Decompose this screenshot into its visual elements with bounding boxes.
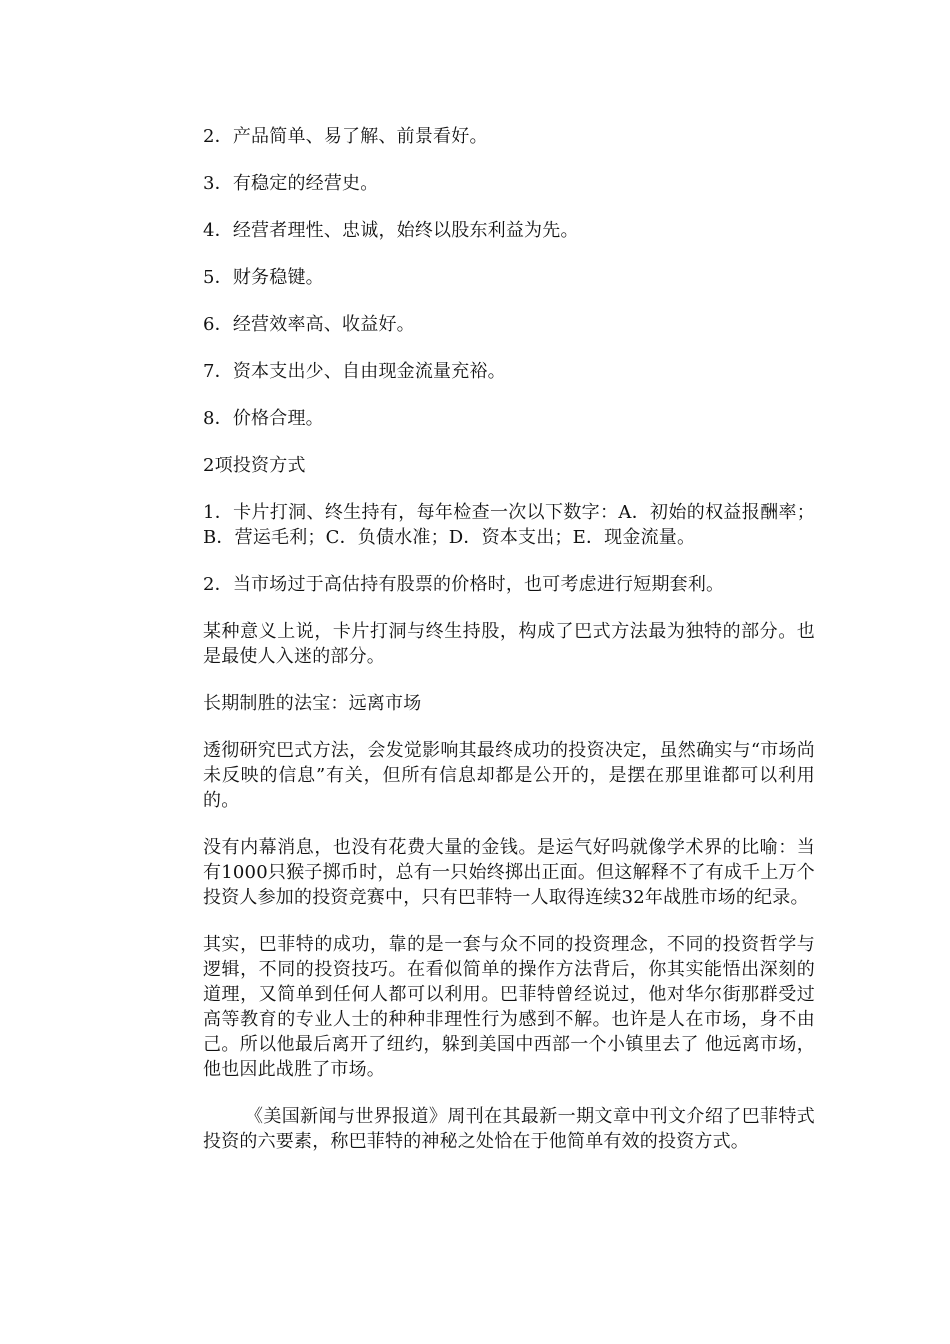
list-item-2: 2．产品简单、易了解、前景看好。 (203, 126, 488, 147)
body-paragraph: 没有内幕消息，也没有花费大量的金钱。是运气好吗就像学术界的比喻：当有1000只猴子掷币时，总有一只始终掷出正面。但这解释不了有成千上万个投资人参加的投资竞赛中，只有巴菲特一人取得连续32年战胜市场的纪录。 (203, 837, 815, 908)
list-item-6: 6．经营效率高、收益好。 (203, 314, 415, 335)
list-item-4: 4．经营者理性、忠诚，始终以股东利益为先。 (203, 220, 579, 241)
section-heading-stay-away-from-market: 长期制胜的法宝：远离市场 (203, 693, 422, 714)
list-item-7: 7．资本支出少、自由现金流量充裕。 (203, 361, 506, 382)
document-body (203, 124, 815, 1176)
method-item-1: 1．卡片打洞、终生持有，每年检查一次以下数字：A．初始的权益报酬率；B．营运毛利；C．负债水准；D．资本支出；E．现金流量。 (203, 502, 815, 548)
section-heading-investment-methods: 2项投资方式 (203, 455, 306, 476)
list-item-5: 5．财务稳键。 (203, 267, 324, 288)
list-item-8: 8．价格合理。 (203, 408, 324, 429)
body-paragraph: 透彻研究巴式方法，会发觉影响其最终成功的投资决定，虽然确实与“市场尚未反映的信息”有关，但所有信息却都是公开的，是摆在那里谁都可以利用的。 (203, 740, 815, 811)
list-item-3: 3．有稳定的经营史。 (203, 173, 379, 194)
method-item-2: 2．当市场过于高估持有股票的价格时，也可考虑进行短期套利。 (203, 574, 725, 595)
body-paragraph: 某种意义上说，卡片打洞与终生持股，构成了巴式方法最为独特的部分。也是最使人入迷的部分。 (203, 621, 815, 667)
body-paragraph: 其实，巴菲特的成功，靠的是一套与众不同的投资理念，不同的投资哲学与逻辑，不同的投资技巧。在看似简单的操作方法背后，你其实能悟出深刻的道理，又简单到任何人都可以利用。巴菲特曾经说过，他对华尔街那群受过高等教育的专业人士的种种非理性行为感到不解。也许是人在市场，身不由己。所以他最后离开了纽约，躲到美国中西部一个小镇里去了 他远离市场，他也因此战胜了市场。 (203, 934, 815, 1080)
body-paragraph-indented: 《美国新闻与世界报道》周刊在其最新一期文章中刊文介绍了巴菲特式投资的六要素，称巴菲特的神秘之处恰在于他简单有效的投资方式。 (203, 1106, 815, 1152)
